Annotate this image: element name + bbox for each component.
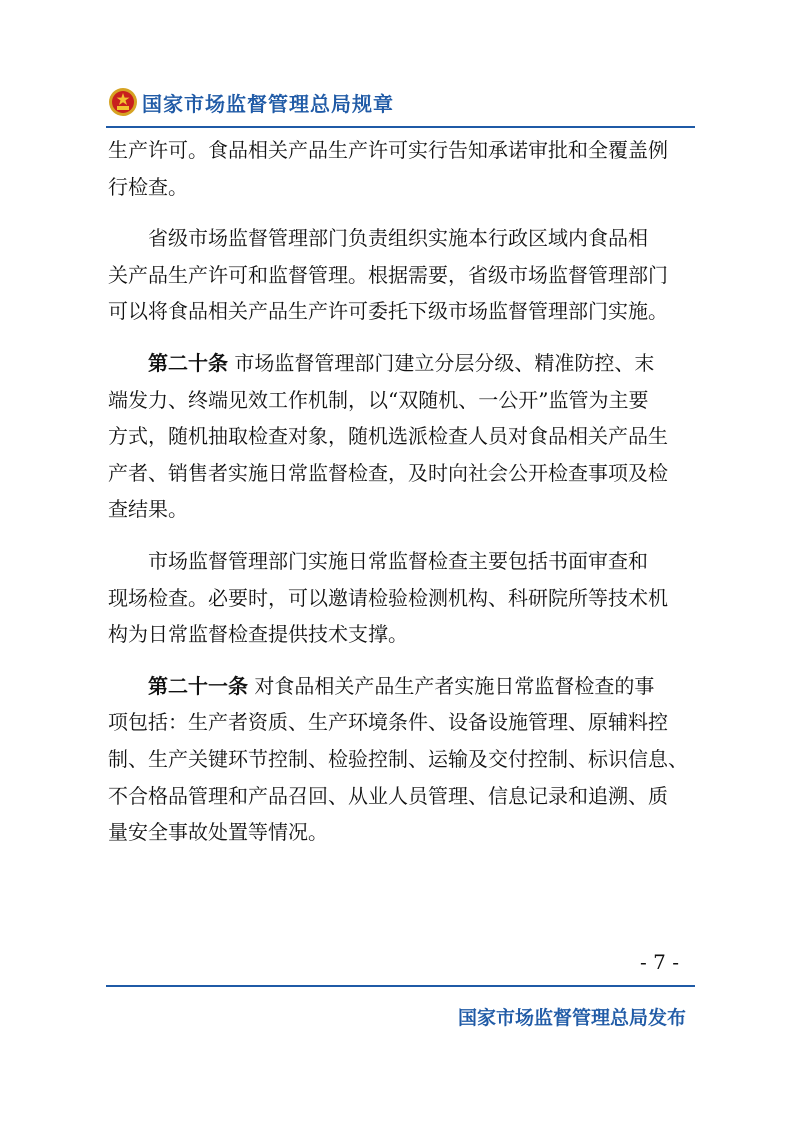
text-line: 行检查。 xyxy=(108,174,188,199)
text-line: 量安全事故处置等情况。 xyxy=(108,820,328,845)
text-line: 项包括：生产者资质、生产环境条件、设备设施管理、原辅料控 xyxy=(108,710,668,735)
text-line xyxy=(108,345,698,382)
text-line: 产者、销售者实施日常监督检查，及时向社会公开检查事项及检 xyxy=(108,460,668,485)
article-text: 市场监督管理部门建立分层分级、精准防控、末 xyxy=(228,350,655,375)
article-20 xyxy=(108,345,698,528)
footer-publisher: 国家市场监督管理总局发布 xyxy=(457,1007,686,1029)
text-line: 市场监督管理部门实施日常监督检查主要包括书面审查和 xyxy=(148,548,648,573)
national-emblem-icon xyxy=(108,87,138,117)
text-line: 构为日常监督检查提供技术支撑。 xyxy=(108,622,408,647)
text-line: 省级市场监督管理部门负责组织实施本行政区域内食品相 xyxy=(148,226,648,251)
text-line: 端发力、终端见效工作机制，以“双随机、一公开”监管为主要 xyxy=(108,387,649,412)
header-title: 国家市场监督管理总局规章 xyxy=(142,92,394,116)
text-line xyxy=(108,668,698,705)
text-line: 查结果。 xyxy=(108,497,188,522)
article-heading: 第二十一条 xyxy=(148,673,248,698)
page-header xyxy=(106,84,695,124)
text-line: 可以将食品相关产品生产许可委托下级市场监督管理部门实施。 xyxy=(108,299,668,324)
article-21 xyxy=(108,668,698,851)
footer-divider xyxy=(106,985,695,987)
paragraph xyxy=(108,132,698,205)
article-heading: 第二十条 xyxy=(148,350,228,375)
text-line: 制、生产关键环节控制、检验控制、运输及交付控制、标识信息、 xyxy=(108,746,688,771)
text-line: 不合格品管理和产品召回、从业人员管理、信息记录和追溯、质 xyxy=(108,783,668,808)
text-line: 生产许可。食品相关产品生产许可实行告知承诺审批和全覆盖例 xyxy=(108,138,668,162)
page-number: - 7 - xyxy=(640,950,679,974)
paragraph xyxy=(108,543,698,653)
text-line: 关产品生产许可和监督管理。根据需要，省级市场监督管理部门 xyxy=(108,262,668,287)
text-line: 方式，随机抽取检查对象，随机选派检查人员对食品相关产品生 xyxy=(108,424,668,449)
text-line: 现场检查。必要时，可以邀请检验检测机构、科研院所等技术机 xyxy=(108,585,668,610)
paragraph xyxy=(108,220,698,330)
header-divider xyxy=(106,126,695,128)
article-text: 对食品相关产品生产者实施日常监督检查的事 xyxy=(248,673,655,698)
document-body xyxy=(108,132,698,851)
